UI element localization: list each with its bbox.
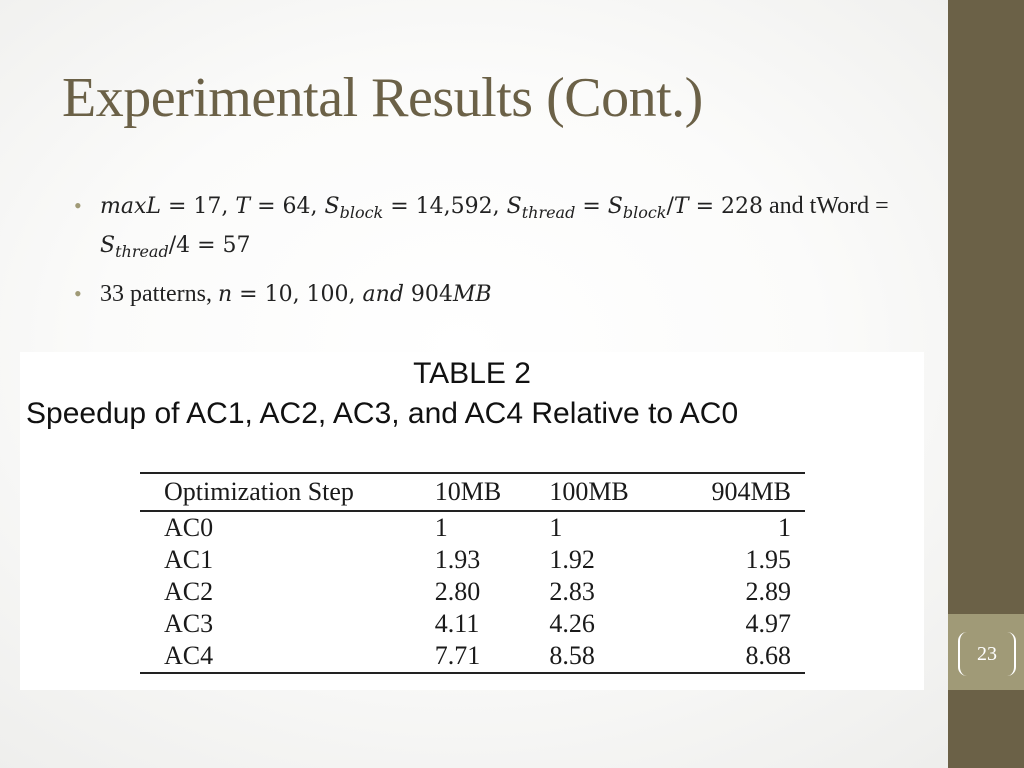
math-904: 904 xyxy=(403,282,453,307)
cell-step: AC3 xyxy=(164,609,214,638)
math-S-block-2: S xyxy=(607,194,623,219)
math-sub-thread: thread xyxy=(521,203,576,222)
cell-100mb: 1.92 xyxy=(549,545,595,574)
text-patterns: 33 patterns, xyxy=(100,281,218,307)
cell-100mb: 1 xyxy=(549,513,563,542)
cell-904mb: 2.89 xyxy=(745,577,791,606)
math-eq4: = xyxy=(575,194,608,219)
cell-904mb: 4.97 xyxy=(745,609,791,638)
math-sub-block-2: block xyxy=(622,203,667,222)
table-row xyxy=(140,511,805,544)
math-eq1: = 17, xyxy=(161,194,236,219)
math-T-2: T xyxy=(673,194,689,219)
table-row xyxy=(140,576,805,608)
math-sub-thread-2: thread xyxy=(115,242,169,261)
cell-10mb: 1.93 xyxy=(434,545,481,574)
header-10mb: 10MB xyxy=(434,477,502,506)
table-label: TABLE 2 xyxy=(413,357,531,390)
math-n-values: = 10, 100, xyxy=(232,282,363,307)
table-row xyxy=(140,544,805,576)
header-904mb: 904MB xyxy=(711,477,791,506)
bullet-list xyxy=(72,190,902,321)
math-eq5: = 228 xyxy=(688,194,764,219)
math-S-thread-2: S xyxy=(100,233,116,258)
table-row xyxy=(140,640,805,673)
slide-title: Experimental Results (Cont.) xyxy=(62,67,703,129)
cell-10mb: 7.71 xyxy=(434,641,481,670)
header-100mb: 100MB xyxy=(549,477,629,506)
math-T: T xyxy=(235,194,251,219)
text-and-tword: and tWord = xyxy=(763,193,889,219)
table-header-row xyxy=(140,473,805,511)
cell-100mb: 2.83 xyxy=(549,577,595,606)
cell-100mb: 8.58 xyxy=(549,641,595,670)
bullet-parameters xyxy=(72,190,902,268)
cell-904mb: 8.68 xyxy=(745,641,791,670)
math-MB: MB xyxy=(452,282,492,307)
cell-10mb: 2.80 xyxy=(434,577,481,606)
math-maxL: maxL xyxy=(100,194,161,219)
cell-step: AC2 xyxy=(164,577,214,606)
cell-10mb: 1 xyxy=(434,513,448,542)
table-caption xyxy=(20,352,924,434)
cell-step: AC4 xyxy=(164,641,214,670)
cell-10mb: 4.11 xyxy=(434,609,480,638)
cell-step: AC0 xyxy=(164,513,214,542)
math-S-block: S xyxy=(324,194,340,219)
math-eq2: = 64, xyxy=(250,194,325,219)
cell-step: AC1 xyxy=(164,545,214,574)
header-optimization-step: Optimization Step xyxy=(164,477,354,506)
cell-904mb: 1.95 xyxy=(745,545,791,574)
math-n: n xyxy=(217,282,233,307)
math-div: / xyxy=(666,194,674,219)
bullet-patterns xyxy=(72,278,902,311)
math-S-thread: S xyxy=(506,194,522,219)
math-tail: /4 = 57 xyxy=(168,233,251,258)
math-and: and xyxy=(362,282,404,307)
table-title: Speedup of AC1, AC2, AC3, and AC4 Relative to AC0 xyxy=(26,397,739,430)
table-panel xyxy=(20,352,924,690)
table-row xyxy=(140,608,805,640)
math-sub-block: block xyxy=(339,203,384,222)
cell-100mb: 4.26 xyxy=(549,609,595,638)
cell-904mb: 1 xyxy=(778,513,791,542)
speedup-table xyxy=(140,472,805,674)
page-number: 23 xyxy=(977,643,997,665)
math-eq3: = 14,592, xyxy=(383,194,507,219)
